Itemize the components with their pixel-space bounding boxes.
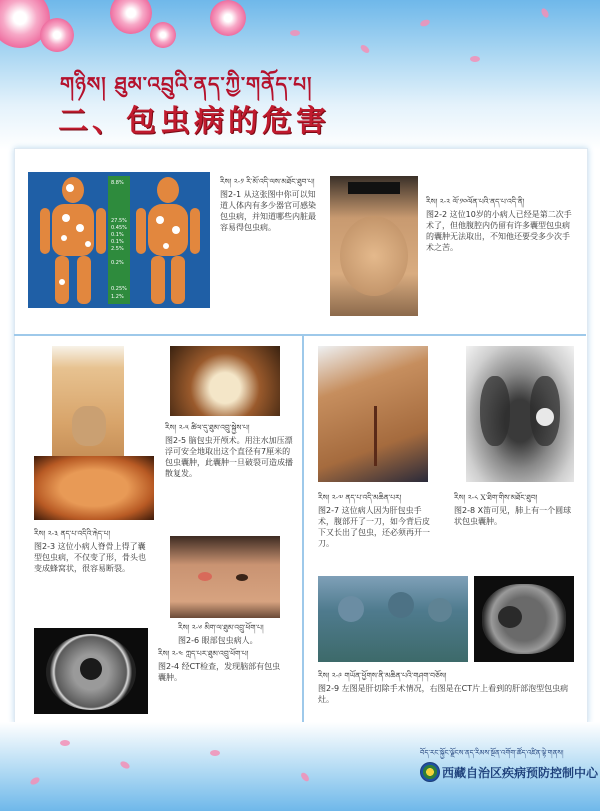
caption-text: 图2-5 脑包虫开颅术。用注水加压漂浮可安全地取出这个直径有7厘米的包虫囊肿，此囊肿一旦破裂可造成播散复发。 [165,436,293,478]
caption-text: 图2-8 X笛可见，肺上有一个圆球状包虫囊肿。 [454,506,572,526]
caption-tibetan: རིས། ༢-༤ ཀླད་པར་ཐུམ་འབྲུ་ཕོག་པ། [158,649,249,658]
petal-decoration [290,30,300,36]
caption-text: 图2-1 从这张图中你可以知道人体内有多少器官可感染包虫病，并知道哪些内脏最容易得包虫病。 [220,190,316,232]
chest-xray [466,346,574,482]
fig-label: 1.2% [111,294,124,300]
caption-text: 图2-6 眼部包虫病人。 [178,636,258,645]
petal-decoration [419,18,430,27]
petal-decoration [210,750,220,756]
figure-caption [34,528,152,574]
man-scar-photo [318,346,428,482]
petal-decoration [470,56,480,62]
org-name: 西藏自治区疾病预防控制中心 [442,766,599,780]
caption-text: 图2-3 这位小病人脊骨上得了囊型包虫病，不仅变了形，骨头也变成蜂窝状，很容易断裂。 [34,542,146,573]
eye-patient-photo [170,536,280,618]
brain-ct-scan [34,628,148,714]
caption-tibetan: རིས། ༢-༥ ཚིལ་དུ་ཐུམ་འབྲུ་སྐྱེས་པ། [165,423,250,432]
liver-surgery-photo [318,576,468,662]
fig-label: 0.2% [111,260,124,266]
flower-decoration [110,0,152,34]
petal-decoration [60,740,70,746]
body-organ-diagram [28,172,210,308]
figure-caption [178,622,288,646]
caption-tibetan: རིས། ༢-༣ ནད་པ་འདིའི་རྐེད་པ། [34,529,111,538]
figure-caption [165,422,295,479]
figure-caption [318,670,574,705]
petal-decoration [29,776,41,786]
tibetan-title: གཉིས། ཐུམ་འབྲུའི་ནད་ཀྱི་གནོད་པ། [60,72,313,96]
petal-decoration [540,7,550,19]
caption-text: 图2-9 左图是肝切除手术情况，右图是在CT片上看到的肝部泡型包虫病灶。 [318,684,569,704]
flower-decoration [40,18,74,52]
divider-vertical [302,334,304,722]
figure-caption [158,648,286,683]
fig-label: 27.5% [111,218,127,224]
figure-caption [426,196,576,253]
fig-label: 8.8% [111,180,124,186]
divider-horizontal [14,334,586,336]
flower-decoration [150,22,176,48]
petal-decoration [359,43,371,54]
cyst-tissue-photo [34,456,154,520]
caption-tibetan: རིས། ༢-༦ མིག་ལ་ཐུམ་འབྲུ་ཕོག་པ། [178,623,264,632]
page-title: 二、包虫病的危害 [58,104,330,139]
caption-tibetan: རིས། ༢-༧ ནད་པ་འདི་མཆིན་པར། [318,493,402,502]
petal-decoration [299,771,310,783]
org-name-tibetan: བོད་རང་སྐྱོང་ལྗོངས་ནད་རིམས་སྔོན་འགོག་ཚོད་འཛིན་ལྟེ་གནས། [420,749,564,757]
patient-abdomen-photo [330,176,418,316]
caption-text: 图2-2 这位10岁的小病人已经是第二次手术了，但他腹腔内仍留有许多囊型包虫病的囊肿无法取出，不知他还要受多少次手术之苦。 [426,210,572,252]
petal-decoration [119,760,131,770]
cdc-logo-icon [420,762,440,782]
fig-label: 2.5% [111,246,124,252]
figure-caption [318,492,430,549]
liver-ct-scan [474,576,574,662]
caption-tibetan: རིས། ༢-༨ X་ཐིག་གིས་མཐོང་ཐུབ། [454,493,538,502]
caption-text: 图2-4 经CT检查，发现脑部有包虫囊肿。 [158,662,281,682]
figure-caption [454,492,576,527]
fig-label: 0.1% [111,232,124,238]
caption-tibetan: རིས། ༢-༢ ལོ་༡༠ལོན་པའི་ནད་པ་འདི་ནི། [426,197,525,206]
caption-tibetan: རིས། ༢-༡ རི་མོ་འདི་ལས་མཐོང་ཐུབ་པ། [220,177,315,186]
figure-caption [220,176,316,233]
fig-label: 0.45% [111,225,127,231]
brain-surgery-photo [170,346,280,416]
flower-decoration [210,0,246,36]
fig-label: 0.25% [111,286,127,292]
caption-tibetan: རིས། ༢-༩ གཡོན་ཕྱོགས་ནི་མཆིན་པའི་གཤག་བཅོས། [318,671,447,680]
child-back-photo [52,346,124,456]
caption-text: 图2-7 这位病人因为肝包虫手术，腹部开了一刀，如今背后皮下又长出了包虫，还必须再开一刀。 [318,506,430,548]
fig-label: 0.1% [111,239,124,245]
